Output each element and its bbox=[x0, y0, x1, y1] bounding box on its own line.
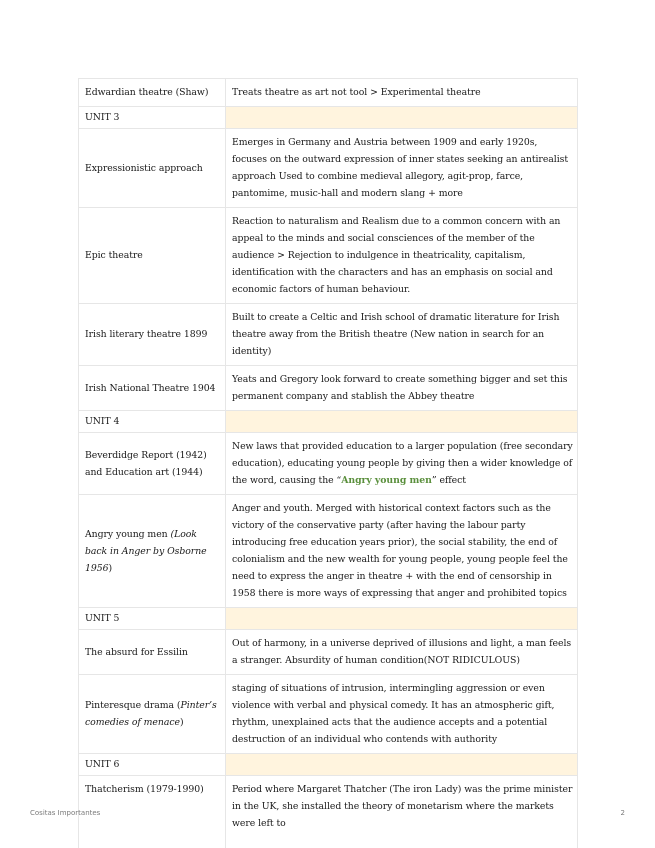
document-page bbox=[78, 78, 578, 848]
unit-header-row bbox=[79, 754, 578, 776]
table-row bbox=[79, 304, 578, 366]
table-row bbox=[79, 495, 578, 608]
table-row bbox=[79, 630, 578, 675]
unit-header-row bbox=[79, 107, 578, 129]
unit-highlight-cell bbox=[226, 411, 578, 433]
term-cell: Epic theatre bbox=[79, 208, 226, 304]
table-row bbox=[79, 366, 578, 411]
term-cell: Thatcherism (1979-1990) bbox=[79, 776, 226, 848]
footer-page-number: 2 bbox=[620, 809, 625, 817]
unit-label: UNIT 3 bbox=[79, 107, 226, 129]
description-cell: Reaction to naturalism and Realism due to a common concern with an appeal to the minds and social consciences of the member of the audience > Rejection to indulgence in theatricality, capitalism, identification with the characters and has an emphasis on social and economic factors of human behaviour. bbox=[226, 208, 578, 304]
description-text: ” effect bbox=[431, 475, 466, 486]
term-cell bbox=[79, 675, 226, 754]
unit-highlight-cell bbox=[226, 608, 578, 630]
description-cell: Out of harmony, in a universe deprived of illusions and light, a man feels a stranger. Absurdity of human condition(NOT RIDICULOUS) bbox=[226, 630, 578, 675]
term-text: Pinteresque drama ( bbox=[85, 700, 181, 711]
table-row bbox=[79, 675, 578, 754]
unit-label: UNIT 6 bbox=[79, 754, 226, 776]
description-cell: Emerges in Germany and Austria between 1909 and early 1920s, focuses on the outward expression of inner states seeking an antirealist approach Used to combine medieval allegory, agit-prop, farce, pantomime, music-hall and modern slang + more bbox=[226, 129, 578, 208]
term-cell: Beverdidge Report (1942) and Education art (1944) bbox=[79, 433, 226, 495]
term-cell: Expressionistic approach bbox=[79, 129, 226, 208]
description-cell: Period where Margaret Thatcher (The iron Lady) was the prime minister in the UK, she installed the theory of monetarism where the markets were left to bbox=[226, 776, 578, 848]
description-cell bbox=[226, 433, 578, 495]
footer-document-title: Cositas Importantes bbox=[30, 809, 101, 817]
description-cell: staging of situations of intrusion, intermingling aggression or even violence with verbal and physical comedy. It has an atmospheric gift, rhythm, unexplained acts that the audience accepts and a potential destruction of an individual who contends with authority bbox=[226, 675, 578, 754]
unit-label: UNIT 4 bbox=[79, 411, 226, 433]
highlighted-term: Angry young men bbox=[341, 475, 432, 486]
term-cell: The absurd for Essilin bbox=[79, 630, 226, 675]
term-italic: Pinter’s comedies of menace bbox=[85, 700, 217, 728]
table-row bbox=[79, 776, 578, 848]
term-text: Angry young men bbox=[85, 528, 171, 540]
term-cell: Irish National Theatre 1904 bbox=[79, 366, 226, 411]
table-row bbox=[79, 79, 578, 107]
unit-label: UNIT 5 bbox=[79, 608, 226, 630]
description-cell: Yeats and Gregory look forward to create something bigger and set this permanent company and stablish the Abbey theatre bbox=[226, 366, 578, 411]
term-cell: Irish literary theatre 1899 bbox=[79, 304, 226, 366]
term-italic: (Look back in Anger by Osborne 1956 bbox=[85, 528, 207, 574]
table-row bbox=[79, 208, 578, 304]
unit-highlight-cell bbox=[226, 107, 578, 129]
unit-header-row bbox=[79, 608, 578, 630]
unit-highlight-cell bbox=[226, 754, 578, 776]
notes-table bbox=[78, 78, 578, 848]
term-cell bbox=[79, 495, 226, 608]
description-text: New laws that provided education to a larger population (free secondary education), educating young people by giving then a wider knowledge of the word, causing the “ bbox=[232, 441, 573, 486]
table-row bbox=[79, 129, 578, 208]
table-row bbox=[79, 433, 578, 495]
description-cell: Built to create a Celtic and Irish school of dramatic literature for Irish theatre away from the British theatre (New nation in search for an identity) bbox=[226, 304, 578, 366]
description-cell: Anger and youth. Merged with historical context factors such as the victory of the conservative party (after having the labour party introducing free education years prior), the social stability, the end of colonialism and the new wealth for young people, young people feel the need to express the anger in theatre + with the end of censorship in 1958 there is more ways of expressing that anger and prohibited topics bbox=[226, 495, 578, 608]
term-text: ) bbox=[108, 562, 113, 574]
unit-header-row bbox=[79, 411, 578, 433]
term-cell: Edwardian theatre (Shaw) bbox=[79, 79, 226, 107]
term-text: ) bbox=[179, 717, 184, 728]
description-cell: Treats theatre as art not tool > Experimental theatre bbox=[226, 79, 578, 107]
